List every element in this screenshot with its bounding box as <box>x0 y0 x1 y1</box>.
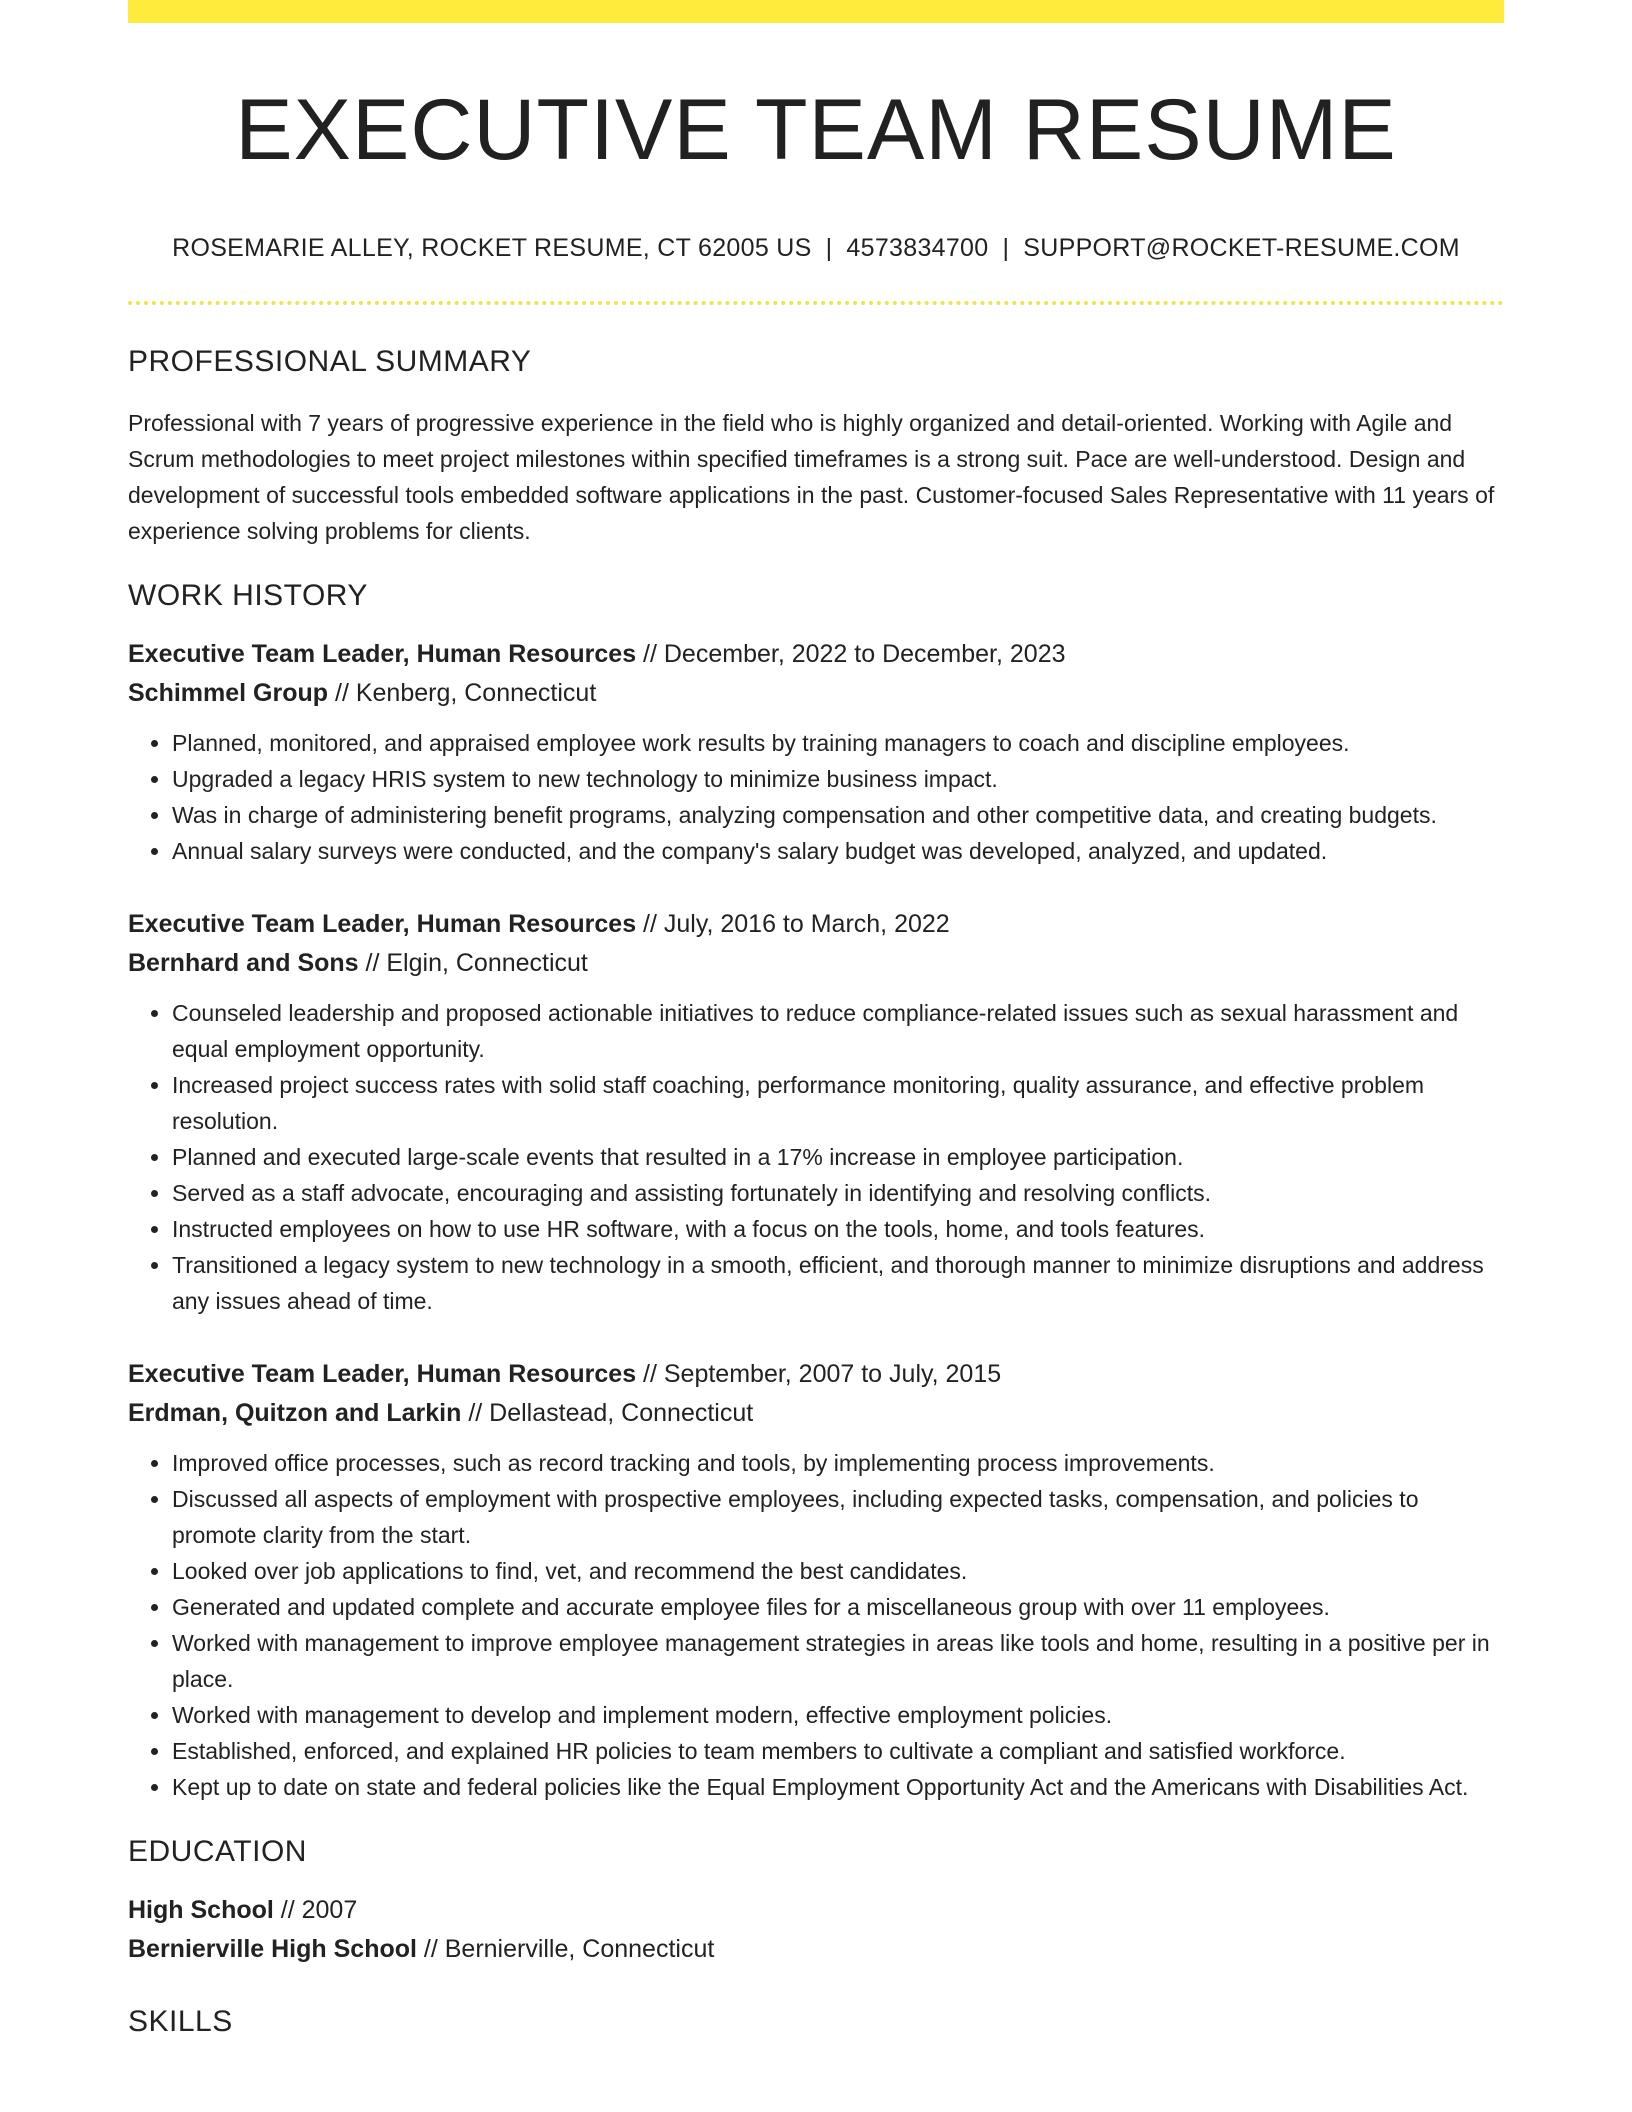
contact-address: ROSEMARIE ALLEY, ROCKET RESUME, CT 62005 US <box>172 233 812 262</box>
summary-text: Professional with 7 years of progressive experience in the field who is highly organized and detail-oriented. Working with Agile and Scrum methodologies to meet project milestones within specified timeframes is a strong suit. Pace are well-understood. Design and development of successful tools embedded software applications in the past. Customer-focused Sales Representative with 11 years of experience solving problems for clients. <box>128 409 1495 544</box>
job-title: Executive Team Leader, Human Resources <box>128 1359 637 1388</box>
job-entry <box>128 905 1504 1319</box>
job-location: // Kenberg, Connecticut <box>328 678 597 707</box>
job-bullet: • Was in charge of administering benefit programs, analyzing compensation and other competitive data, and creating budgets. <box>172 797 1504 833</box>
job-title-line <box>128 905 1504 944</box>
job-location: // Dellastead, Connecticut <box>461 1398 754 1427</box>
contact-line <box>128 234 1504 263</box>
job-bullet: • Transitioned a legacy system to new technology in a smooth, efficient, and thorough manner to minimize disruptions and address any issues ahead of time. <box>172 1247 1504 1319</box>
resume-title: EXECUTIVE TEAM RESUME <box>235 82 1397 178</box>
job-company: Erdman, Quitzon and Larkin <box>128 1398 462 1427</box>
job-company: Bernhard and Sons <box>128 948 359 977</box>
resume-page <box>128 0 1504 2039</box>
job-dates: // December, 2022 to December, 2023 <box>636 639 1066 668</box>
job-bullet: • Planned and executed large-scale events that resulted in a 17% increase in employee participation. <box>172 1139 1504 1175</box>
job-bullets <box>128 725 1504 869</box>
job-dates: // July, 2016 to March, 2022 <box>636 909 950 938</box>
job-entry <box>128 1355 1504 1805</box>
job-bullet: • Discussed all aspects of employment with prospective employees, including expected tasks, compensation, and policies to promote clarity from the start. <box>172 1481 1504 1553</box>
accent-top-bar <box>128 0 1504 23</box>
job-bullet: • Worked with management to improve employee management strategies in areas like tools and home, resulting in a positive per in place. <box>172 1625 1504 1697</box>
contact-phone: 4573834700 <box>846 233 989 262</box>
education-entry <box>128 1891 1504 1969</box>
education-heading: EDUCATION <box>128 1834 307 1868</box>
job-bullet: • Worked with management to develop and implement modern, effective employment policies. <box>172 1697 1504 1733</box>
education-year: // 2007 <box>273 1895 358 1924</box>
job-company-line <box>128 674 1504 713</box>
skills-heading: SKILLS <box>128 2004 233 2038</box>
job-company-line <box>128 1394 1504 1433</box>
job-bullet: • Served as a staff advocate, encouraging and assisting fortunately in identifying and resolving conflicts. <box>172 1175 1504 1211</box>
education-degree: High School <box>128 1895 274 1924</box>
job-bullet: • Upgraded a legacy HRIS system to new technology to minimize business impact. <box>172 761 1504 797</box>
job-bullet: • Generated and updated complete and accurate employee files for a miscellaneous group with over 11 employees. <box>172 1589 1504 1625</box>
job-bullet: • Instructed employees on how to use HR software, with a focus on the tools, home, and tools features. <box>172 1211 1504 1247</box>
job-bullet: • Improved office processes, such as record tracking and tools, by implementing process improvements. <box>172 1445 1504 1481</box>
dotted-divider <box>128 301 1504 305</box>
job-bullets <box>128 1445 1504 1805</box>
education-school: Bernierville High School <box>128 1934 417 1963</box>
job-company-line <box>128 944 1504 983</box>
job-bullet: • Annual salary surveys were conducted, and the company's salary budget was developed, analyzed, and updated. <box>172 833 1504 869</box>
education-degree-line <box>128 1891 1504 1930</box>
job-bullet: • Established, enforced, and explained HR policies to team members to cultivate a compliant and satisfied workforce. <box>172 1733 1504 1769</box>
contact-separator: | <box>825 233 833 262</box>
job-company: Schimmel Group <box>128 678 329 707</box>
summary-heading: PROFESSIONAL SUMMARY <box>128 344 532 378</box>
contact-email: SUPPORT@ROCKET-RESUME.COM <box>1023 233 1460 262</box>
job-dates: // September, 2007 to July, 2015 <box>636 1359 1002 1388</box>
job-bullet: • Kept up to date on state and federal policies like the Equal Employment Opportunity Act and the Americans with Disabilities Act. <box>172 1769 1504 1805</box>
job-entry <box>128 635 1504 869</box>
contact-separator: | <box>1002 233 1010 262</box>
job-title: Executive Team Leader, Human Resources <box>128 909 637 938</box>
job-bullet: • Looked over job applications to find, vet, and recommend the best candidates. <box>172 1553 1504 1589</box>
job-location: // Elgin, Connecticut <box>358 948 588 977</box>
education-location: // Bernierville, Connecticut <box>416 1934 715 1963</box>
job-bullet: • Planned, monitored, and appraised employee work results by training managers to coach and discipline employees. <box>172 725 1504 761</box>
job-bullets <box>128 995 1504 1319</box>
job-bullet: • Counseled leadership and proposed actionable initiatives to reduce compliance-related issues such as sexual harassment and equal employment opportunity. <box>172 995 1504 1067</box>
education-school-line <box>128 1930 1504 1969</box>
job-title-line <box>128 1355 1504 1394</box>
job-bullet: • Increased project success rates with solid staff coaching, performance monitoring, quality assurance, and effective problem resolution. <box>172 1067 1504 1139</box>
work-history-heading: WORK HISTORY <box>128 578 368 612</box>
job-title-line <box>128 635 1504 674</box>
job-title: Executive Team Leader, Human Resources <box>128 639 637 668</box>
